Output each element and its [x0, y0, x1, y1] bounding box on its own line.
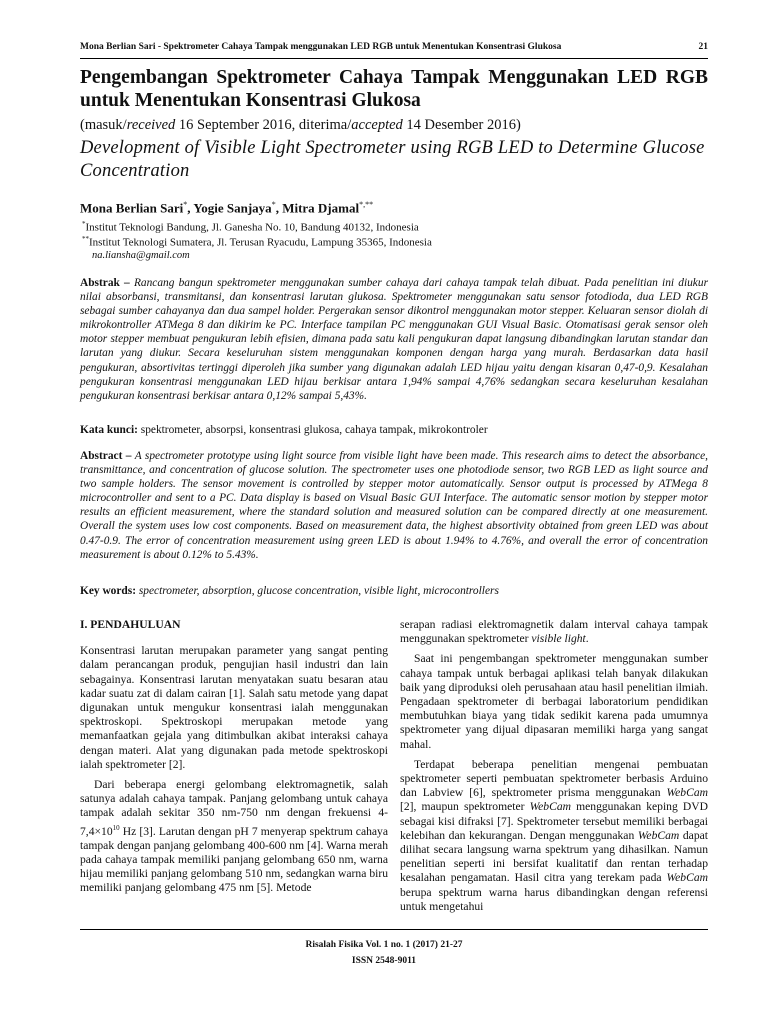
body-paragraph: Terdapat beberapa penelitian mengenai pembuatan spektrometer seperti pembuatan spektrometer berbasis Arduino dan Labview [6], spektrometer prisma menggunakan WebCam [2], maupun spektrometer WebCam menggunakan keping DVD sebagai kisi difraksi [7]. Spektrometer tersebut memiliki berbagai kelebihan dan kekurangan. Dengan menggunakan WebCam dapat dilihat secara langsung warna spektrum yang dihasilkan. Namun penelitian seperti ini bersifat kualitatif dan rentan terhadap kesalahan pengamatan. Hasil citra yang terekam pada WebCam berupa spektrum warna harus dibandingkan dengan referensi untuk mengetahui: [400, 757, 708, 913]
column-left: [80, 618, 388, 902]
abstract-indonesian: Abstrak – Rancang bangun spektrometer menggunakan sumber cahaya dari cahaya tampak telah dibuat. Pada penelitian ini diukur nilai absorbansi, transmitansi, dan konsentrasi larutan glukosa. Spektrometer menggunakan satu sensor fotodioda, dua LED RGB sebagai sumber cahayanya dan dua sampel holder. Pergerakan sensor dikontrol menggunakan motor stepper. Keluaran sensor diolah di mikrokontroller ATMega 8 dan dikirim ke PC. Interface tampilan PC menggunakan GUI Visual Basic. Otomatisasi gerak sensor oleh motor stepper membuat pengukuran lebih efisien, dimana pada satu kali pengukuran dapat langsung dibandingkan larutan standar dan larutan yang diukur. Secara keseluruhan sistem menggunakan komponen dengan harga yang murah. Berdasarkan data hasil pengukuran, absortivitas tertinggi diperoleh jika sumber yang digunakan adalah LED hijau yaitu dengan kisaran 0,47-0,9. Kesalahan pengukuran konsentrasi menggunakan LED hijau berkisar antara 1,94% sampai 4,76% sedangkan secara keseluruhan kesalahan pengukuran konsentrasi berkisar antara 0,12% sampai 5,43%.: [80, 277, 708, 402]
body-paragraph: Dari beberapa energi gelombang elektromagnetik, salah satunya adalah cahaya tampak. Panjang gelombang untuk cahaya tampak adalah sekitar 350 nm-750 nm dengan frekuensi $4-7,4\times 10^{10}$ Hz [3]. Larutan dengan pH 7 menyerap spektrum cahaya tampak dengan panjang gelombang 400-600 nm [4]. Warna merah pada cahaya tampak memiliki panjang gelombang 650 nm, warna hijau memiliki panjang gelombang 510 nm, sedangkan warna biru memiliki panjang gelombang 475 nm [5]. Metode: [80, 778, 388, 895]
running-header: [80, 42, 708, 52]
author-list: Mona Berlian Sari*, Yogie Sanjaya*, Mitra Djamal*,**: [80, 200, 374, 216]
submission-dates: (masuk/received 16 September 2016, diterima/accepted 14 Desember 2016): [80, 117, 521, 133]
keywords-indonesian: Kata kunci: spektrometer, absorpsi, konsentrasi glukosa, cahaya tampak, mikrokontroler: [80, 424, 488, 436]
title-indonesian: Pengembangan Spektrometer Cahaya Tampak Menggunakan LED RGB untuk Menentukan Konsentrasi Glukosa: [80, 67, 708, 111]
author-name: Mitra Djamal: [282, 200, 360, 216]
running-title: Mona Berlian Sari - Spektrometer Cahaya Tampak menggunakan LED RGB untuk Menentukan Konsentrasi Glukosa: [80, 42, 562, 52]
affiliation: **Institut Teknologi Sumatera, Jl. Terusan Ryacudu, Lampung 35365, Indonesia: [82, 235, 432, 249]
body-paragraph: serapan radiasi elektromagnetik dalam interval cahaya tampak menggunakan spektrometer visible light.: [400, 618, 708, 646]
footer-journal: Risalah Fisika Vol. 1 no. 1 (2017) 21-27: [305, 940, 463, 950]
footer-rule: [80, 929, 708, 930]
body-paragraph: Saat ini pengembangan spektrometer menggunakan sumber cahaya tampak untuk berbagai aplikasi telah banyak dilakukan baik yang diproduksi oleh perusahaan atau hasil penelitian ilmiah. Pengadaan spektrometer di berbagai laboratorium pendidikan membutuhkan biaya yang tidak sedikit karena pada umumnya spektrometer yang dijual dipasaran memiliki harga yang sangat mahal.: [400, 652, 708, 751]
section-heading: I. PENDAHULUAN: [80, 618, 181, 631]
author-email: na.liansha@gmail.com: [92, 250, 190, 261]
author-name: Mona Berlian Sari: [80, 200, 184, 216]
header-rule: [80, 58, 708, 59]
footer-issn: ISSN 2548-9011: [351, 956, 417, 966]
body-paragraph: Konsentrasi larutan merupakan parameter yang sangat penting dalam perancangan produk, pengujian hasil industri dan lain sebagainya. Konsentrasi larutan menyatakan suatu besaran atau kadar suatu zat di dalam cairan [1]. Salah satu metode yang dapat digunakan untuk mengukur konsentrasi ialah menggunakan spektroskopi. Spektroskopi merupakan metode yang memanfaatkan gejala yang ditimbulkan akibat interaksi cahaya dengan materi. Alat yang digunakan pada metode spektroskopi ialah spektrometer [2].: [80, 644, 388, 771]
abstract-english: Abstract – A spectrometer prototype using light source from visible light have been made. This research aims to detect the absorbance, transmittance, and concentration of glucose solution. The spectrometer uses one photodiode sensor, two RGB LED as light source and two sample holders. The sensor movement is controlled by stepper motor automatically. Sensor output is processed by ATMega 8 microcontroller and sent to a PC. Data display is based on Visual Basic GUI Interface. The automatic sensor motion by stepper motor results an efficient measurement, where the standard solution and measured solution can be compared directly at one measurement. Overall the system uses low cost components. Based on measurement data, the highest absortivity obtained from green LED was about 0.47-0.9. The error of concentration measurement using green LED is about 1.94% to 4.76%, and overall the error of concentration measurement is about 0.12% to 5.43%.: [80, 450, 708, 561]
affiliation: *Institut Teknologi Bandung, Jl. Ganesha No. 10, Bandung 40132, Indonesia: [82, 220, 419, 234]
column-right: [400, 618, 708, 920]
author-name: Yogie Sanjaya: [193, 200, 272, 216]
title-english: Development of Visible Light Spectrometer using RGB LED to Determine Glucose Concentration: [80, 138, 705, 181]
page-number: 21: [698, 42, 708, 52]
keywords-english: Key words: spectrometer, absorption, glucose concentration, visible light, microcontrollers: [80, 585, 499, 597]
